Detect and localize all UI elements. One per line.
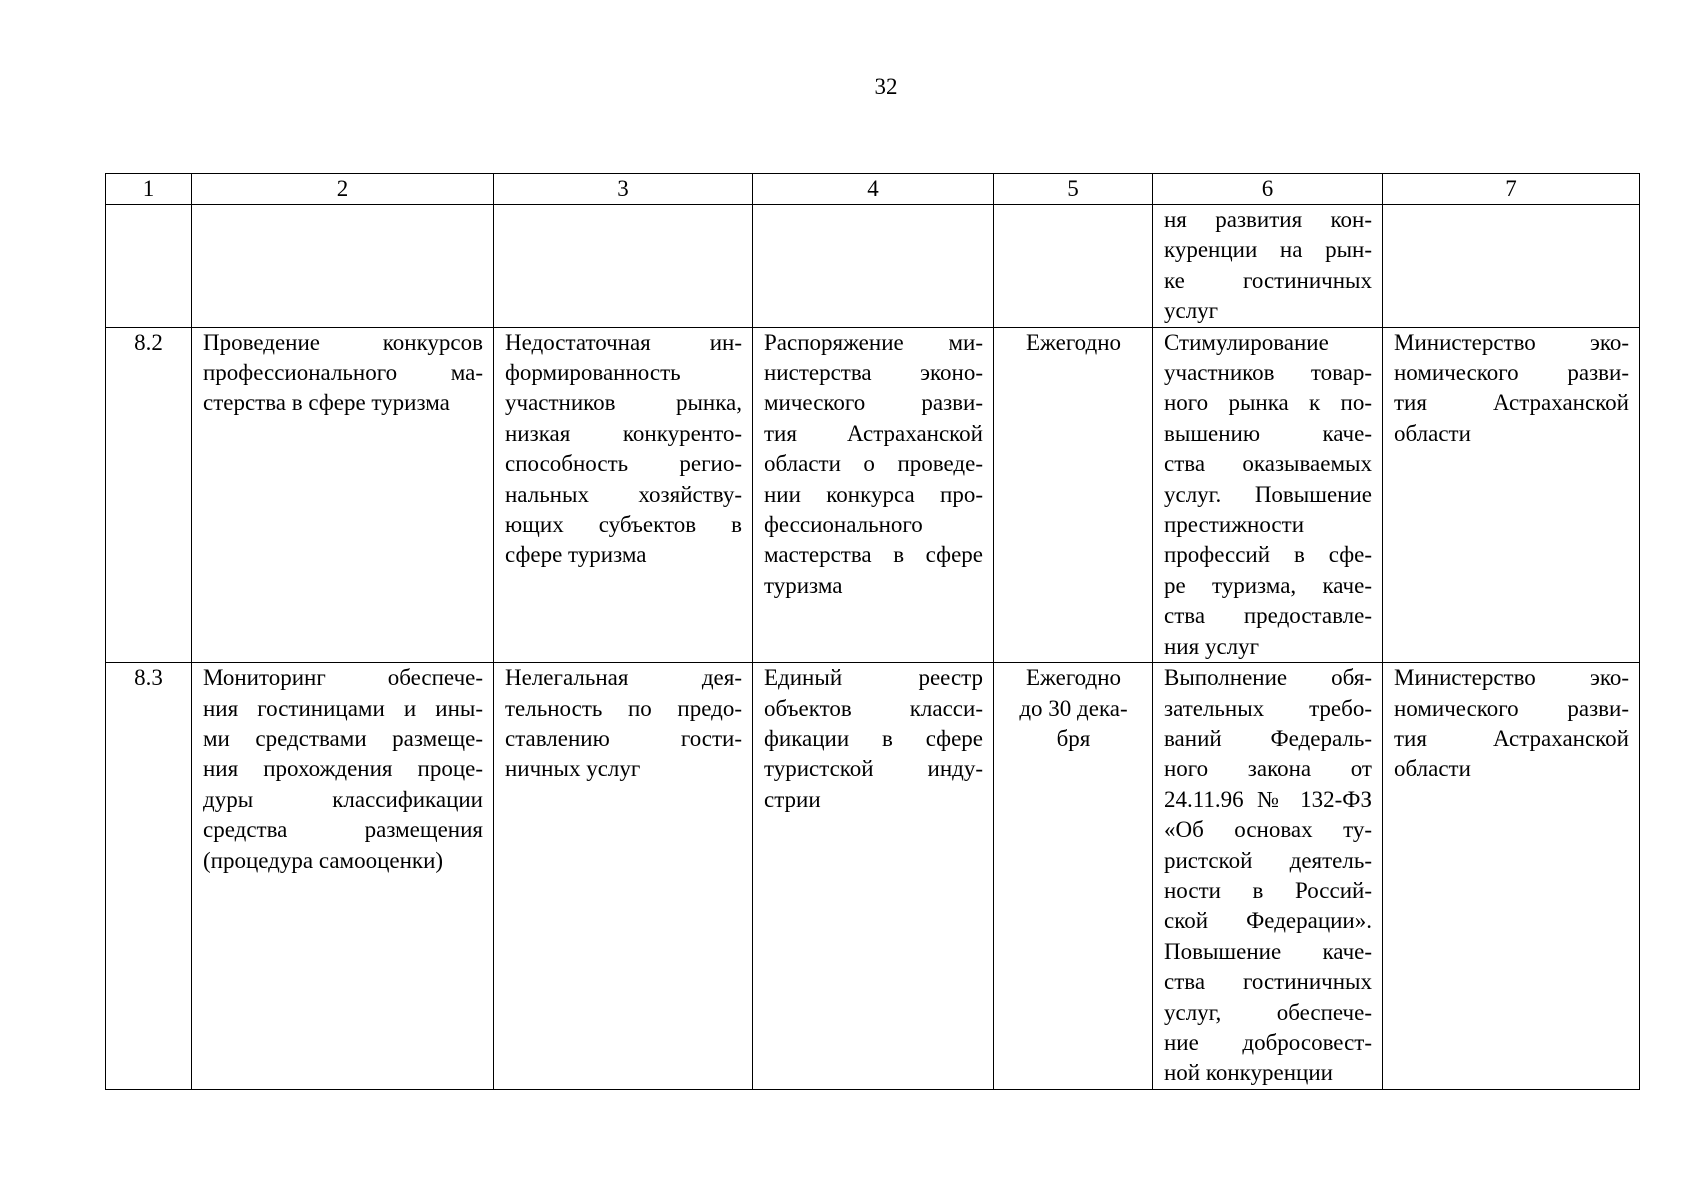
cell-line: 8.3 (134, 665, 163, 691)
cell-line: Ежегодно (1025, 665, 1122, 691)
cell-line: фессионального (764, 512, 923, 538)
cell-line: «Об основах ту- (1164, 817, 1372, 843)
column-header: 6 (1153, 174, 1383, 205)
cell-line: тия Астраханской (1394, 390, 1629, 416)
cell-line: бря (1056, 725, 1091, 751)
cell-line: нальных хозяйству- (505, 481, 742, 507)
cell-line: куренции на рын- (1164, 237, 1372, 263)
cell-result (1153, 663, 1383, 1090)
cell-line: сфере туризма (505, 542, 647, 568)
cell-line: ния прохождения проце- (203, 756, 483, 782)
cell-line: мастерства в сфере (764, 542, 983, 568)
cell-line: туристской инду- (764, 756, 983, 782)
cell-line: средства размещения (203, 817, 483, 843)
cell-document (753, 663, 994, 1090)
cell-line: ного закона от (1164, 756, 1372, 782)
cell-line: стрии (764, 786, 821, 812)
cell-line: ности в Россий- (1164, 877, 1372, 903)
cell-line: туризма (764, 572, 843, 598)
cell-line: ющих субъектов в (505, 512, 742, 538)
cell-line: ния услуг (1164, 633, 1260, 659)
cell-line: до 30 дека- (1019, 695, 1128, 721)
cell-line: ставлению гости- (505, 725, 742, 751)
cell-line: Мониторинг обеспече- (203, 665, 483, 691)
column-header: 7 (1383, 174, 1640, 205)
cell-line: Стимулирование (1164, 329, 1329, 355)
cell-line: ристской деятель- (1164, 847, 1372, 873)
cell-document (753, 205, 994, 328)
cell-line: низкая конкуренто- (505, 420, 742, 446)
cell-line: дуры классификации (203, 786, 483, 812)
cell-line: Распоряжение ми- (764, 329, 983, 355)
cell-line: престижности (1164, 512, 1304, 538)
cell-term (994, 327, 1153, 662)
cell-measure (192, 327, 494, 662)
cell-line: 8.2 (134, 329, 163, 355)
column-header: 3 (494, 174, 753, 205)
cell-measure (192, 663, 494, 1090)
cell-line: ния гостиницами и ины- (203, 695, 483, 721)
cell-line: ре туризма, каче- (1164, 572, 1372, 598)
cell-term (994, 663, 1153, 1090)
cell-line: ства предоставле- (1164, 603, 1372, 629)
cell-executor (1383, 205, 1640, 328)
table-row (106, 205, 1640, 328)
column-header: 1 (106, 174, 192, 205)
cell-line: профессий в сфе- (1164, 542, 1372, 568)
cell-line: тельность по предо- (505, 695, 742, 721)
header-row (106, 174, 1640, 205)
cell-problem (494, 327, 753, 662)
cell-result (1153, 205, 1383, 328)
cell-line: тия Астраханской (1394, 725, 1629, 751)
cell-term (994, 205, 1153, 328)
cell-result (1153, 327, 1383, 662)
cell-line: (процедура самооценки) (203, 847, 444, 873)
cell-line: ного рынка к по- (1164, 390, 1372, 416)
cell-line: ства оказываемых (1164, 451, 1372, 477)
cell-line: нии конкурса про- (764, 481, 983, 507)
cell-line: ничных услуг (505, 756, 641, 782)
cell-line: мического разви- (764, 390, 983, 416)
cell-line: услуг, обеспече- (1164, 999, 1372, 1025)
cell-measure (192, 205, 494, 328)
cell-line: формированность (505, 360, 681, 386)
cell-number (106, 663, 192, 1090)
cell-line: области (1394, 420, 1471, 446)
cell-executor (1383, 327, 1640, 662)
cell-problem (494, 205, 753, 328)
cell-line: Министерство эко- (1394, 329, 1629, 355)
cell-line: ня развития кон- (1164, 207, 1372, 232)
column-header: 5 (994, 174, 1153, 205)
cell-line: профессионального ма- (203, 360, 483, 386)
cell-number (106, 205, 192, 328)
table-row (106, 663, 1640, 1090)
column-header: 4 (753, 174, 994, 205)
cell-number (106, 327, 192, 662)
cell-line: объектов класси- (764, 695, 983, 721)
cell-line: нистерства эконо- (764, 360, 983, 386)
cell-line: Повышение каче- (1164, 938, 1372, 964)
cell-line: стерства в сфере туризма (203, 390, 450, 416)
cell-line: ваний Федераль- (1164, 725, 1372, 751)
cell-line: способность регио- (505, 451, 742, 477)
cell-line: номического разви- (1394, 360, 1629, 386)
cell-line: Выполнение обя- (1164, 665, 1372, 691)
cell-line: области (1394, 756, 1471, 782)
cell-line: номического разви- (1394, 695, 1629, 721)
cell-line: Нелегальная дея- (505, 665, 742, 691)
cell-line: ке гостиничных (1164, 267, 1372, 293)
column-header: 2 (192, 174, 494, 205)
cell-line: области о проведе- (764, 451, 983, 477)
cell-line: участников товар- (1164, 360, 1372, 386)
cell-line: услуг (1164, 298, 1219, 324)
cell-document (753, 327, 994, 662)
table-row (106, 327, 1640, 662)
cell-line: ной конкуренции (1164, 1060, 1333, 1086)
cell-line: ние добросовест- (1164, 1029, 1372, 1055)
cell-line: Недостаточная ин- (505, 329, 742, 355)
page-number: 32 (874, 74, 898, 99)
cell-line: вышению каче- (1164, 420, 1372, 446)
measures-table (105, 173, 1640, 1090)
cell-line: Министерство эко- (1394, 665, 1629, 691)
cell-line: 24.11.96 № 132-ФЗ (1164, 786, 1372, 812)
cell-line: зательных требо- (1164, 695, 1372, 721)
cell-line: Ежегодно (1025, 329, 1122, 355)
cell-executor (1383, 663, 1640, 1090)
cell-line: ства гостиничных (1164, 969, 1372, 995)
cell-line: фикации в сфере (764, 725, 983, 751)
cell-line: Проведение конкурсов (203, 329, 483, 355)
cell-line: ской Федерации». (1164, 908, 1372, 934)
cell-line: услуг. Повышение (1164, 481, 1372, 507)
cell-line: тия Астраханской (764, 420, 983, 446)
cell-line: ми средствами размеще- (203, 725, 483, 751)
cell-line: Единый реестр (764, 665, 983, 691)
cell-problem (494, 663, 753, 1090)
cell-line: участников рынка, (505, 390, 742, 416)
